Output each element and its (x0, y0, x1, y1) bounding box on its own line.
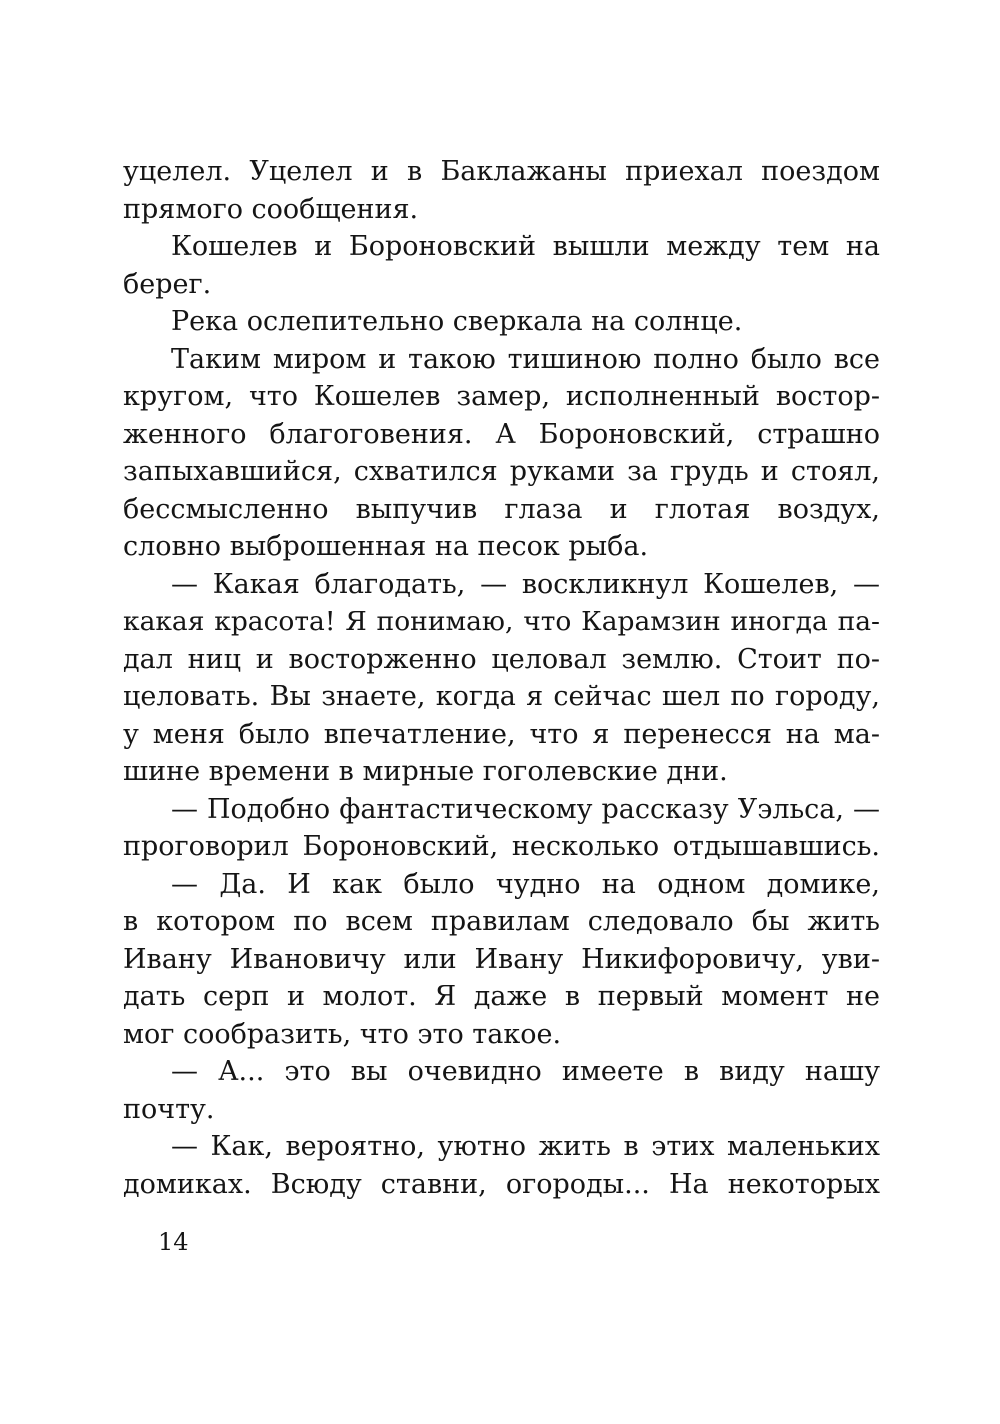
text-line: — Подобно фантастическому рассказу Уэльса, — (171, 793, 880, 825)
text-line: какая красота! Я понимаю, что Карамзин иногда па- (123, 606, 880, 637)
text-line: домиках. Всюду ставни, огороды... На некоторых (123, 1168, 880, 1200)
text-line: — Как, вероятно, уютно жить в этих маленьких (171, 1131, 880, 1162)
text-line: дал ниц и восторженно целовал землю. Стоит по- (123, 643, 880, 675)
text-line: — Да. И как было чудно на одном домике, (171, 868, 880, 900)
text-line: Таким миром и такою тишиною полно было все (171, 343, 880, 375)
text-line: женного благоговения. А Бороновский, страшно (123, 418, 880, 450)
text-line: уцелел. Уцелел и в Баклажаны приехал поездом (123, 156, 880, 187)
text-line: кругом, что Кошелев замер, исполненный востор- (123, 381, 880, 412)
text-line: Кошелев и Бороновский вышли между тем на (171, 231, 880, 262)
text-line: в котором по всем правилам следовало бы жить (123, 906, 880, 937)
text-line: — Какая благодать, — воскликнул Кошелев, — (171, 568, 880, 600)
text-line: словно выброшенная на песок рыба. (123, 531, 649, 562)
text-line: почту. (123, 1093, 215, 1125)
text-line: дать серп и молот. Я даже в первый момент не (123, 981, 880, 1012)
text-line: — А... это вы очевидно имеете в виду нашу (171, 1056, 880, 1087)
text-line: Река ослепительно сверкала на солнце. (171, 306, 743, 337)
text-line: берег. (123, 268, 212, 300)
text-line: прямого сообщения. (123, 193, 419, 225)
text-line: мог сообразить, что это такое. (123, 1018, 562, 1050)
text-line: Ивану Ивановичу или Ивану Никифоровичу, уви- (123, 943, 880, 975)
text-line: запыхавшийся, схватился руками за грудь и стоял, (123, 456, 880, 487)
text-line: целовать. Вы знаете, когда я сейчас шел по городу, (123, 681, 880, 712)
page-number: 14 (158, 1228, 189, 1256)
body-text (123, 153, 880, 1203)
text-line: шине времени в мирные гоголевские дни. (123, 756, 728, 787)
text-line: проговорил Бороновский, несколько отдышавшись. (123, 831, 880, 862)
text-line: бессмысленно выпучив глаза и глотая воздух, (123, 493, 880, 525)
text-line: у меня было впечатление, что я перенесся на ма- (123, 718, 880, 750)
